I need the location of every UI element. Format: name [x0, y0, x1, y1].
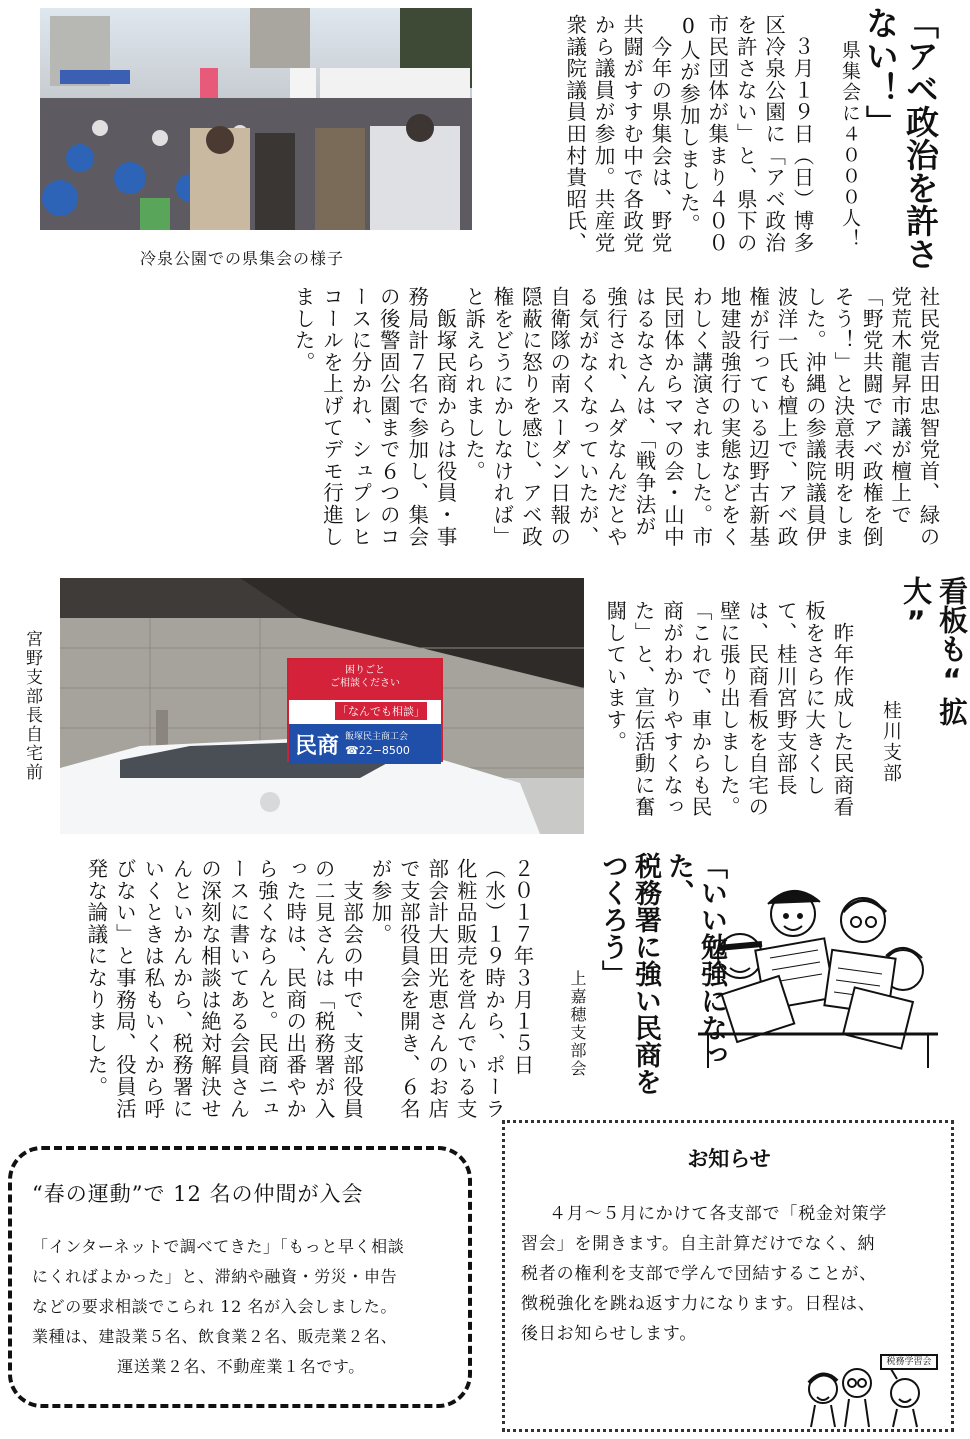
- notice-line-5: 後日お知らせします。: [521, 1324, 698, 1344]
- notice-title: お知らせ: [687, 1147, 771, 1171]
- study-sign-text: 税務学習会: [886, 1357, 932, 1367]
- new-members-line-1: 「インターネットで調べてきた」「もっと早く相談: [32, 1237, 405, 1256]
- article2-branch: 桂川支部: [880, 700, 902, 784]
- new-members-box: [8, 1146, 472, 1408]
- office-sign-photo-caption: 宮野支部長自宅前: [22, 630, 42, 782]
- article1-subtitle: 県集会に４０００人！: [839, 40, 861, 250]
- article1-paragraph-1: ３月１９日（日）博多区冷泉公園に「アベ政治を許さない」と、県下の市民団体が集まり４００0人が参加しました。: [676, 14, 814, 254]
- notice-line-3: 税者の権利を支部で学んで団結することが、: [521, 1264, 877, 1284]
- article1-continued-text: [170, 286, 942, 558]
- study-group-cartoon: [698, 884, 938, 1068]
- article3-paragraph-2: 支部会の中で、支部役員の二見さんは「税務署が入った時は、民商の出番やから強くならんと。民商ニュースに書いてある会員さんの深刻な相談は絶対解決せんといかんから、税務署にいくときは私もいくから呼びない」と事務局、役員活発な論議になりました。: [83, 858, 364, 1120]
- article3-branch: 上嘉穂支部会: [568, 970, 587, 1078]
- notice-line-2: 習会」を開きます。自主計算だけでなく、納: [521, 1234, 876, 1254]
- article3-title-line-2: 税務署に強い民商を: [630, 852, 661, 1095]
- new-members-line-2: にくればよかった」と、滞納や融資・労災・申告: [32, 1267, 398, 1286]
- rally-photo-illustration: [40, 8, 472, 230]
- article1-intro-text: [520, 14, 816, 264]
- notice-line-1: ４月～５月にかけて各支部で「税金対策学: [549, 1204, 888, 1224]
- sign-line-5: 飯塚民主商工会: [345, 732, 409, 742]
- sign-line-4: 民商: [295, 733, 340, 759]
- article1-paragraph-2: 今年の県集会は、野党共闘がすすむ中で各政党から議員が参加。共産党衆議院議員田村貴昭氏、: [562, 14, 672, 254]
- sign-line-1: 困りごと: [345, 665, 385, 676]
- notice-box: [502, 1120, 954, 1432]
- notice-line-4: 徴税強化を跳ね返す力になります。日程は、: [521, 1294, 876, 1314]
- new-members-line-4: 業種は、建設業５名、飲食業２名、販売業２名、: [32, 1327, 398, 1346]
- new-members-title: “春の運動”で 12 名の仲間が入会: [32, 1182, 364, 1206]
- article2-text: 昨年作成した民商看板をさらに大きくして、桂川宮野支部長は、民商看板を自宅の壁に張り出しました。「これで、車からも民商がわかりやすくなった」と、宣伝活動に奮闘しています。: [602, 600, 854, 818]
- article3-title-line-1: 「いい勉強になった、: [663, 852, 727, 1068]
- new-members-line-5: 運送業２名、不動産業１名です。: [117, 1357, 365, 1376]
- article1-paragraph-4: 飯塚民商からは役員・事務局計７名で参加し、集会の後警固公園まで６つのコースに分かれ、シュプレヒコールを上げてデモ行進しました。: [291, 286, 458, 548]
- article1-paragraph-3: 社民党吉田忠智党首、緑の党荒木龍昇市議が檀上で「野党共闘でアベ政権を倒そう！」と決意表明をしました。沖縄の参議院議員伊波洋一氏も檀上で、アベ政権が行っている辺野古新基地建設強行の実態などをくわしく講演されました。市民団体からママの会・山中はるなさんは、「戦争法が強行され、ムダなんだとやる気がなくなっていたが、自衛隊の南スーダン日報の隠蔽に怒りを感じ、アベ政権をどうにかしなければ」と訴えられました。: [461, 286, 940, 548]
- minsho-sign: [287, 658, 443, 762]
- article3-paragraph-1: ２０１７年３月１５日（水）１９時から、ポーラ化粧品販売を営んでいる支部会計大田光恵さんのお店で支部役員会を開き、６名が参加。: [367, 858, 534, 1120]
- article3-title-line-3: つくろう」: [597, 852, 628, 987]
- study-sign-cartoon: [801, 1353, 941, 1427]
- study-group-illustration: [698, 884, 938, 1068]
- sign-top-band: [289, 660, 441, 700]
- sign-phone: ☎22−8500: [345, 744, 410, 757]
- article3-text: [48, 858, 536, 1126]
- sign-line-2: ご相談ください: [330, 678, 400, 689]
- article2-title: 看板も“拡大”: [899, 576, 969, 726]
- rally-photo: [40, 8, 472, 230]
- rally-photo-caption: 冷泉公園での県集会の様子: [140, 249, 345, 268]
- sign-line-3: 「なんでも相談」: [335, 702, 427, 720]
- article1-title: 「アベ政治を許さない！」: [861, 6, 940, 270]
- new-members-line-3: などの要求相談でこられ 12 名が入会しました。: [32, 1297, 397, 1316]
